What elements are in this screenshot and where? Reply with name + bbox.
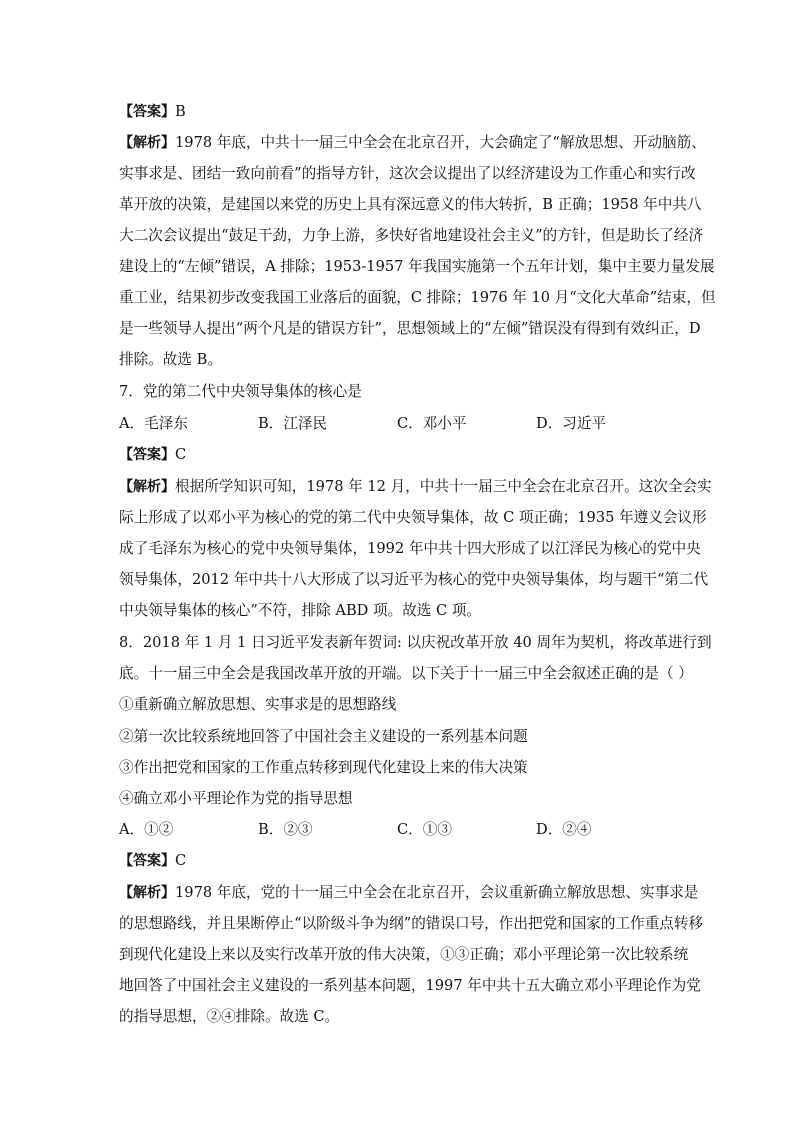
analysis-line: 革开放的决策，是建国以来党的历史上具有深远意义的伟大转折，B 正确；1958 年中共八: [119, 196, 702, 213]
analysis-line: 到现代化建设上来以及实行改革开放的伟大决策，①③正确；邓小平理论第一次比较系统: [119, 946, 689, 963]
analysis-line: 的指导思想，②④排除。故选 C。: [119, 1008, 340, 1025]
answer-line: [119, 102, 186, 122]
question-8-stem: 8．2018 年 1 月 1 日习近平发表新年贺词: 以庆祝改革开放 40 周年为契机，将改革进行到: [119, 634, 712, 651]
answer-tag: 【答案】: [119, 104, 175, 120]
analysis-tag: 【解析】: [119, 135, 175, 151]
analysis-line: 成了毛泽东为核心的党中央领导集体，1992 年中共十四大形成了以江泽民为核心的党中央: [119, 540, 701, 557]
analysis-line: 的思想路线，并且果断停止“以阶级斗争为纲”的错误口号，作出把党和国家的工作重点转移: [119, 915, 704, 932]
analysis-line: 领导集体，2012 年中共十八大形成了以习近平为核心的党中央领导集体，均与题干“第二代: [119, 571, 709, 588]
q7-option-a: A．毛泽东: [119, 415, 188, 432]
analysis-line: 际上形成了以邓小平为核心的党的第二代中央领导集体，故 C 项正确；1935 年遵义会议形: [119, 509, 707, 526]
answer-line: 【答案】C: [119, 852, 187, 869]
q8-item: ②第一次比较系统地回答了中国社会主义建设的一系列基本问题: [119, 728, 528, 745]
q8-option-a: A．①②: [119, 821, 174, 838]
q8-item: ③作出把党和国家的工作重点转移到现代化建设上来的伟大决策: [119, 759, 528, 776]
answer-value: B: [175, 103, 186, 120]
analysis-line: 【解析】1978 年底，中共十一届三中全会在北京召开，大会确定了“解放思想、开动脑筋、: [119, 134, 706, 151]
q8-option-b: B．②③: [258, 821, 313, 838]
analysis-line: 【解析】1978 年底，党的十一届三中全会在北京召开，会议重新确立解放思想、实事求是: [119, 884, 699, 901]
q7-option-b: B．江泽民: [258, 415, 328, 432]
analysis-line: 【解析】根据所学知识可知，1978 年 12 月，中共十一届三中全会在北京召开。这次全会实: [119, 478, 712, 495]
answer-value: C: [175, 852, 187, 869]
answer-line: 【答案】C: [119, 446, 187, 463]
q8-option-d: D．②④: [536, 821, 592, 838]
analysis-line: 排除。故选 B。: [119, 351, 222, 368]
q8-item: ①重新确立解放思想、实事求是的思想路线: [119, 696, 397, 713]
q7-option-c: C．邓小平: [397, 415, 467, 432]
q8-option-c: C．①③: [397, 821, 452, 838]
analysis-line: 大二次会议提出“鼓足干劲，力争上游，多快好省地建设社会主义”的方针，但是助长了经济: [119, 227, 704, 244]
question-7-stem: 7．党的第二代中央领导集体的核心是: [119, 383, 362, 400]
answer-value: C: [175, 446, 187, 463]
analysis-line: 地回答了中国社会主义建设的一系列基本问题，1997 年中共十五大确立邓小平理论作为党: [119, 977, 701, 994]
analysis-line: 重工业，结果初步改变我国工业落后的面貌，C 排除；1976 年 10 月“文化大革命”结束，但: [119, 289, 716, 306]
q8-item: ④确立邓小平理论作为党的指导思想: [119, 790, 353, 807]
question-8-stem: 底。十一届三中全会是我国改革开放的开端。以下关于十一届三中全会叙述正确的是（ ）: [119, 665, 693, 682]
q7-option-d: D．习近平: [536, 415, 607, 432]
analysis-line: 是一些领导人提出“两个凡是的错误方针”，思想领域上的“左倾”错误没有得到有效纠正，D: [119, 320, 701, 337]
analysis-line: 中央领导集体的核心”不符，排除 ABD 项。故选 C 项。: [119, 602, 482, 619]
analysis-line: 建设上的“左倾”错误，A 排除；1953-1957 年我国实施第一个五年计划，集中主要力量发展: [119, 258, 715, 275]
analysis-line: 实事求是、团结一致向前看”的指导方针，这次会议提出了以经济建设为工作重心和实行改: [119, 165, 696, 182]
